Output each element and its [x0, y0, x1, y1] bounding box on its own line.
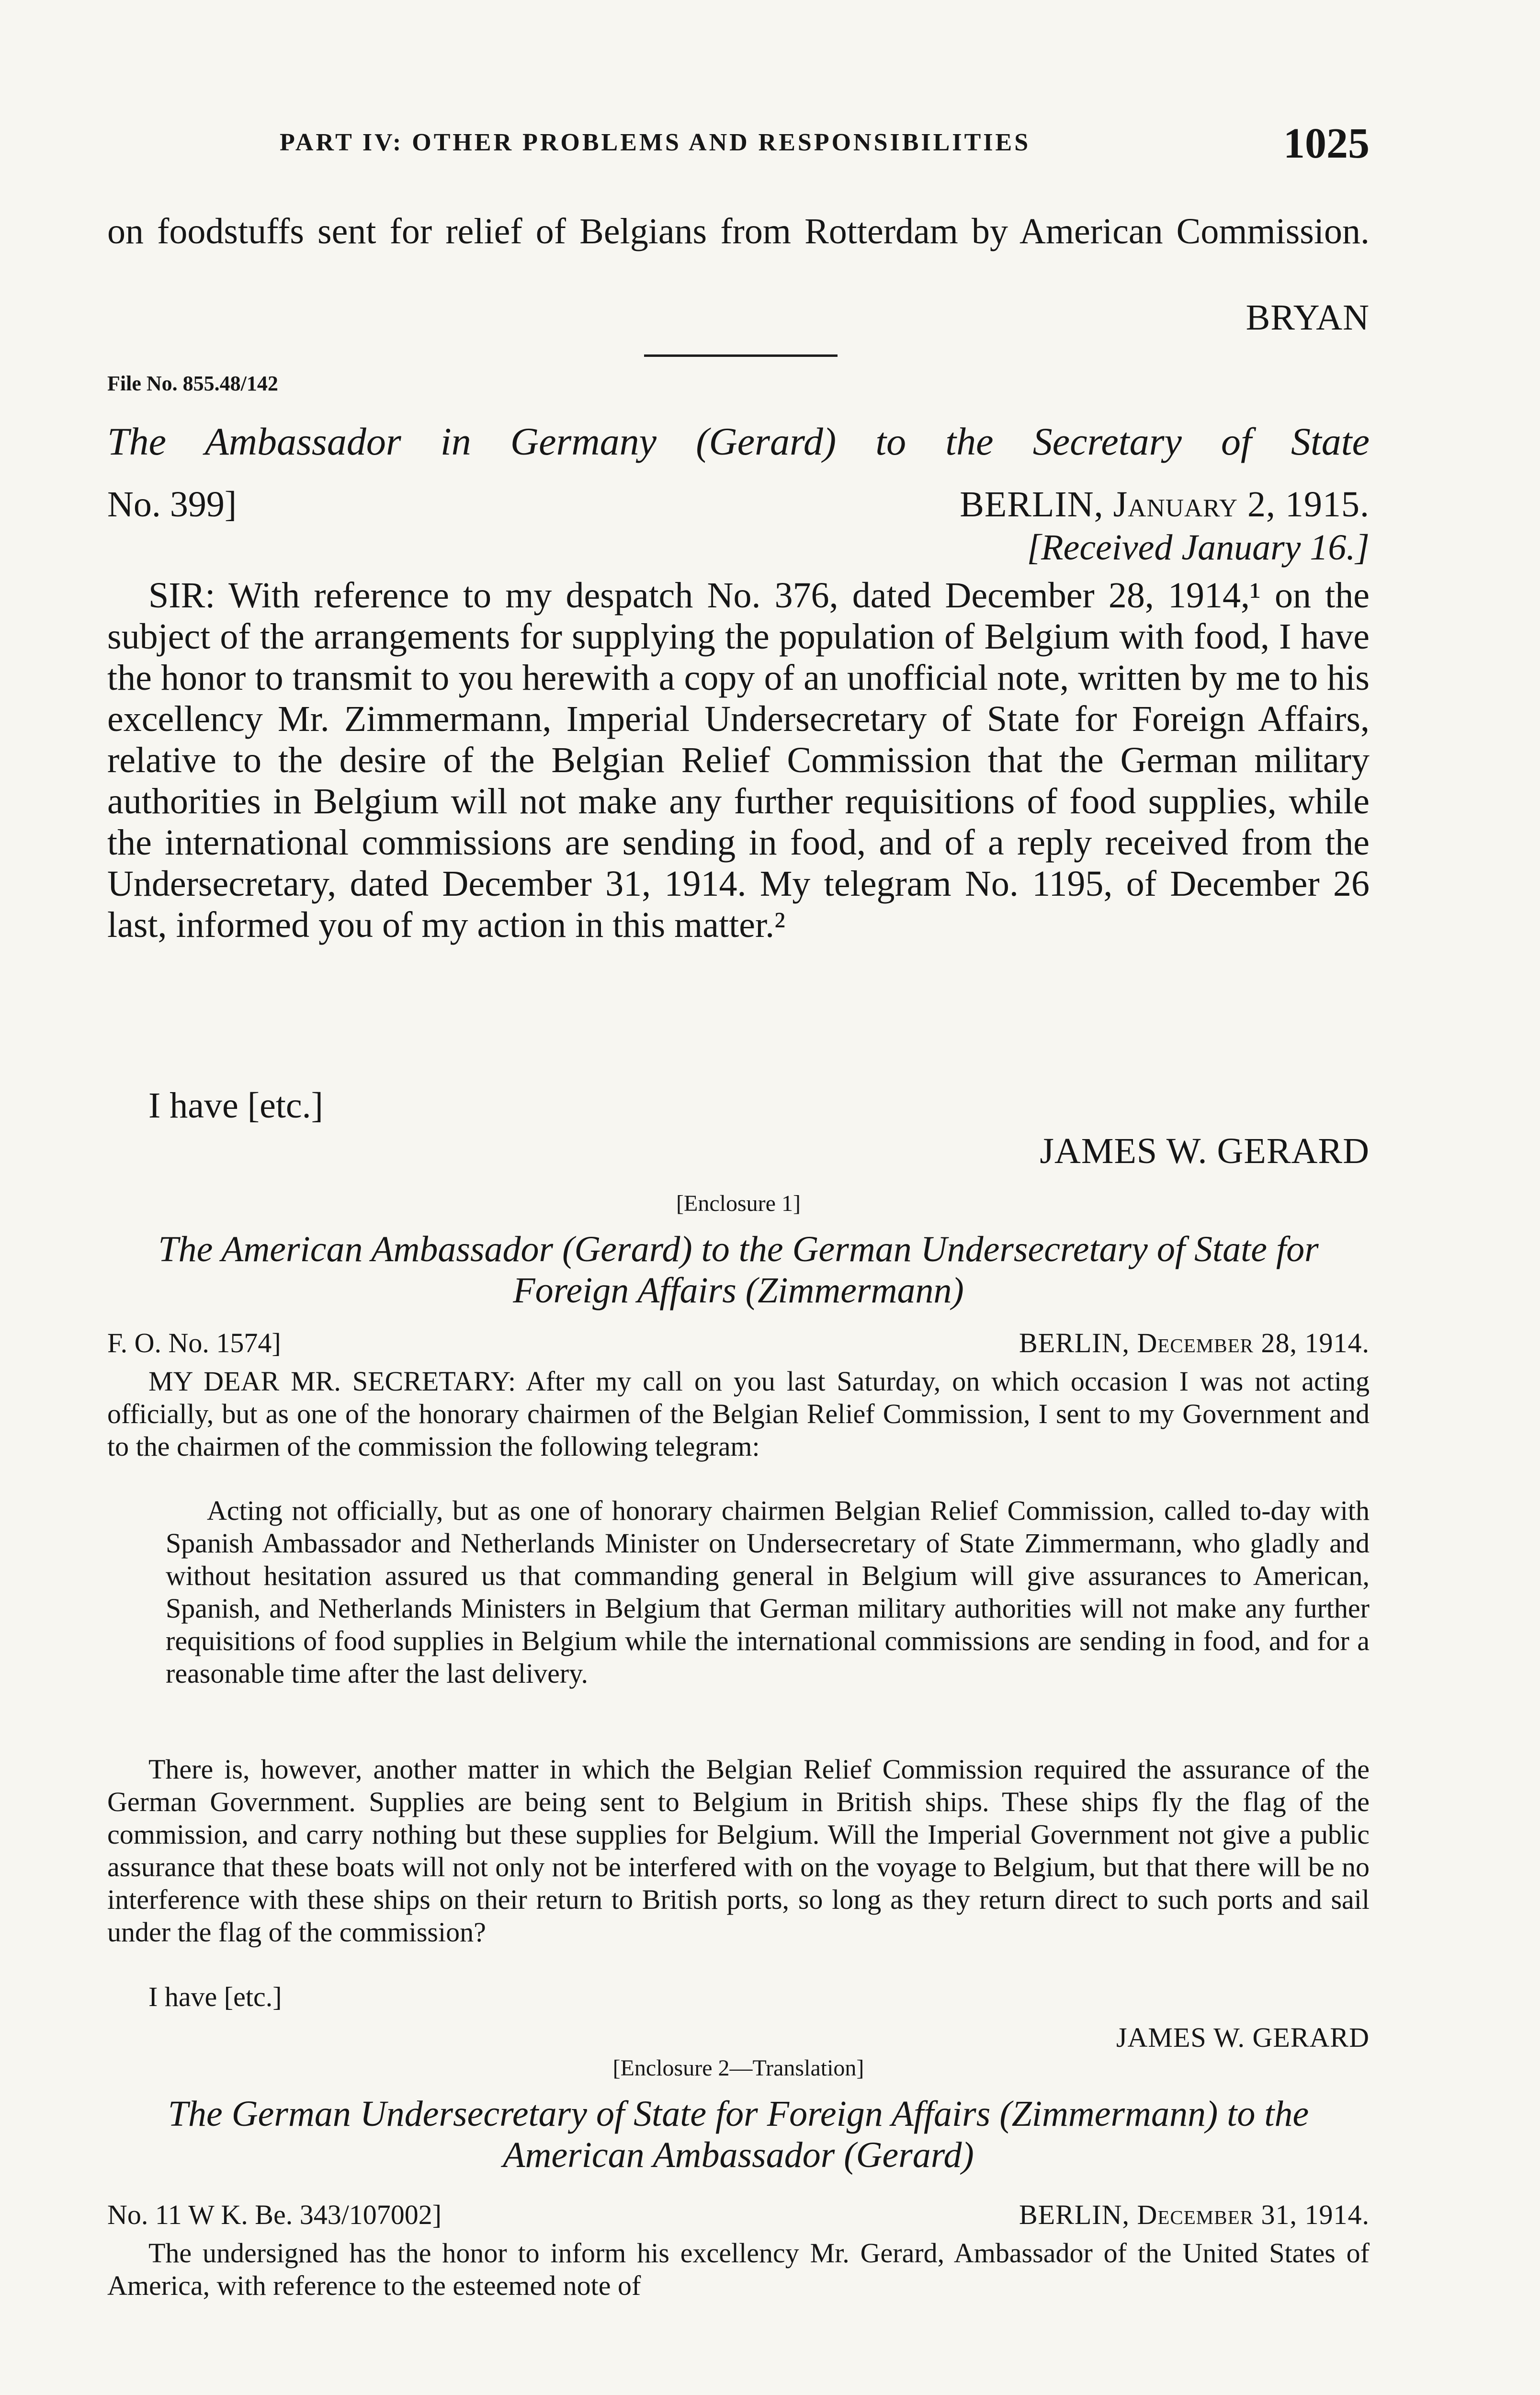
enclosure1-title: The American Ambassador (Gerard) to the German Undersecretary of State for Foreign Affairs (Zimmermann)	[158, 1229, 1319, 1311]
section-divider	[644, 354, 838, 357]
opening-signature: BRYAN	[1246, 297, 1370, 338]
enclosure2-label: [Enclosure 2—Translation]	[612, 2055, 864, 2081]
enclosure2-place-date: BERLIN, December 31, 1914.	[1019, 2199, 1370, 2230]
enclosure1-body: MY DEAR MR. SECRETARY: After my call on you last Saturday, on which occasion I was not acting officially, but as one of the honorary chairmen of the Belgian Relief Commission, I sent to my Government and to the chairmen of the commission the following telegram:	[107, 1366, 1370, 1462]
enclosure1-label: [Enclosure 1]	[676, 1191, 801, 1216]
page-number: 1025	[1283, 120, 1370, 167]
letter1-number: No. 399]	[107, 484, 237, 525]
enclosure2-body: The undersigned has the honor to inform his excellency Mr. Gerard, Ambassador of the United States of America, with reference to the esteemed note of	[107, 2237, 1370, 2301]
opening-text: on foodstuffs sent for relief of Belgians from Rotterdam by American Commission.	[107, 211, 1370, 251]
enclosure1-closing: I have [etc.]	[148, 1981, 282, 2012]
enclosure2-number: No. 11 W K. Be. 343/107002]	[107, 2199, 442, 2230]
running-header: PART IV: OTHER PROBLEMS AND RESPONSIBILITIES	[280, 129, 1031, 156]
file-number: File No. 855.48/142	[107, 372, 278, 395]
enclosure2-header-row	[107, 2199, 1370, 2231]
letter1-closing: I have [etc.]	[148, 1085, 323, 1126]
enclosure1-telegram-quote: Acting not officially, but as one of honorary chairmen Belgian Relief Commission, called to-day with Spanish Ambassador and Netherlands Minister on Undersecretary of State Zimmermann, who gladly and without hesitation assured us that commanding general in Belgium will give assurances to American, Spanish, and Netherlands Ministers in Belgium that German military authorities will not make any further requisitions of food supplies in Belgium while the international commissions are sending in food, and for a reasonable time after the last delivery.	[166, 1495, 1370, 1689]
enclosure1-place-date: BERLIN, December 28, 1914.	[1019, 1327, 1370, 1358]
enclosure1-signature: JAMES W. GERARD	[1116, 2022, 1370, 2053]
enclosure1-number: F. O. No. 1574]	[107, 1327, 281, 1358]
letter1-title: The Ambassador in Germany (Gerard) to the Secretary of State	[107, 420, 1370, 463]
letter1-received: [Received January 16.]	[1027, 527, 1370, 568]
enclosure2-title: The German Undersecretary of State for Foreign Affairs (Zimmermann) to the American Ambassador (Gerard)	[168, 2094, 1309, 2175]
letter1-place-date: BERLIN, January 2, 1915.	[960, 484, 1370, 525]
letter1-body: SIR: With reference to my despatch No. 376, dated December 28, 1914,¹ on the subject of the arrangements for supplying the population of Belgium with food, I have the honor to transmit to you herewith a copy of an unofficial note, written by me to his excellency Mr. Zimmermann, Imperial Undersecretary of State for Foreign Affairs, relative to the desire of the Belgian Relief Commission that the German military authorities in Belgium will not make any further requisitions of food supplies, while the international commissions are sending in food, and of a reply received from the Undersecretary, dated December 31, 1914. My telegram No. 1195, of December 26 last, informed you of my action in this matter.²	[107, 575, 1370, 945]
enclosure1-header-row	[107, 1327, 1370, 1359]
document-page	[107, 120, 1370, 2395]
enclosure1-body2: There is, however, another matter in which the Belgian Relief Commission required the assurance of the German Government. Supplies are being sent to Belgium in British ships. These ships fly the flag of the commission, and carry nothing but these supplies for Belgium. Will the Imperial Government not give a public assurance that these boats will not only not be interfered with on the voyage to Belgium, but that there will be no interference with these ships on their return to British ports, so long as they return direct to such ports and sail under the flag of the commission?	[107, 1754, 1370, 1948]
letter1-header-row	[107, 484, 1370, 525]
letter1-signature: JAMES W. GERARD	[1040, 1131, 1370, 1171]
